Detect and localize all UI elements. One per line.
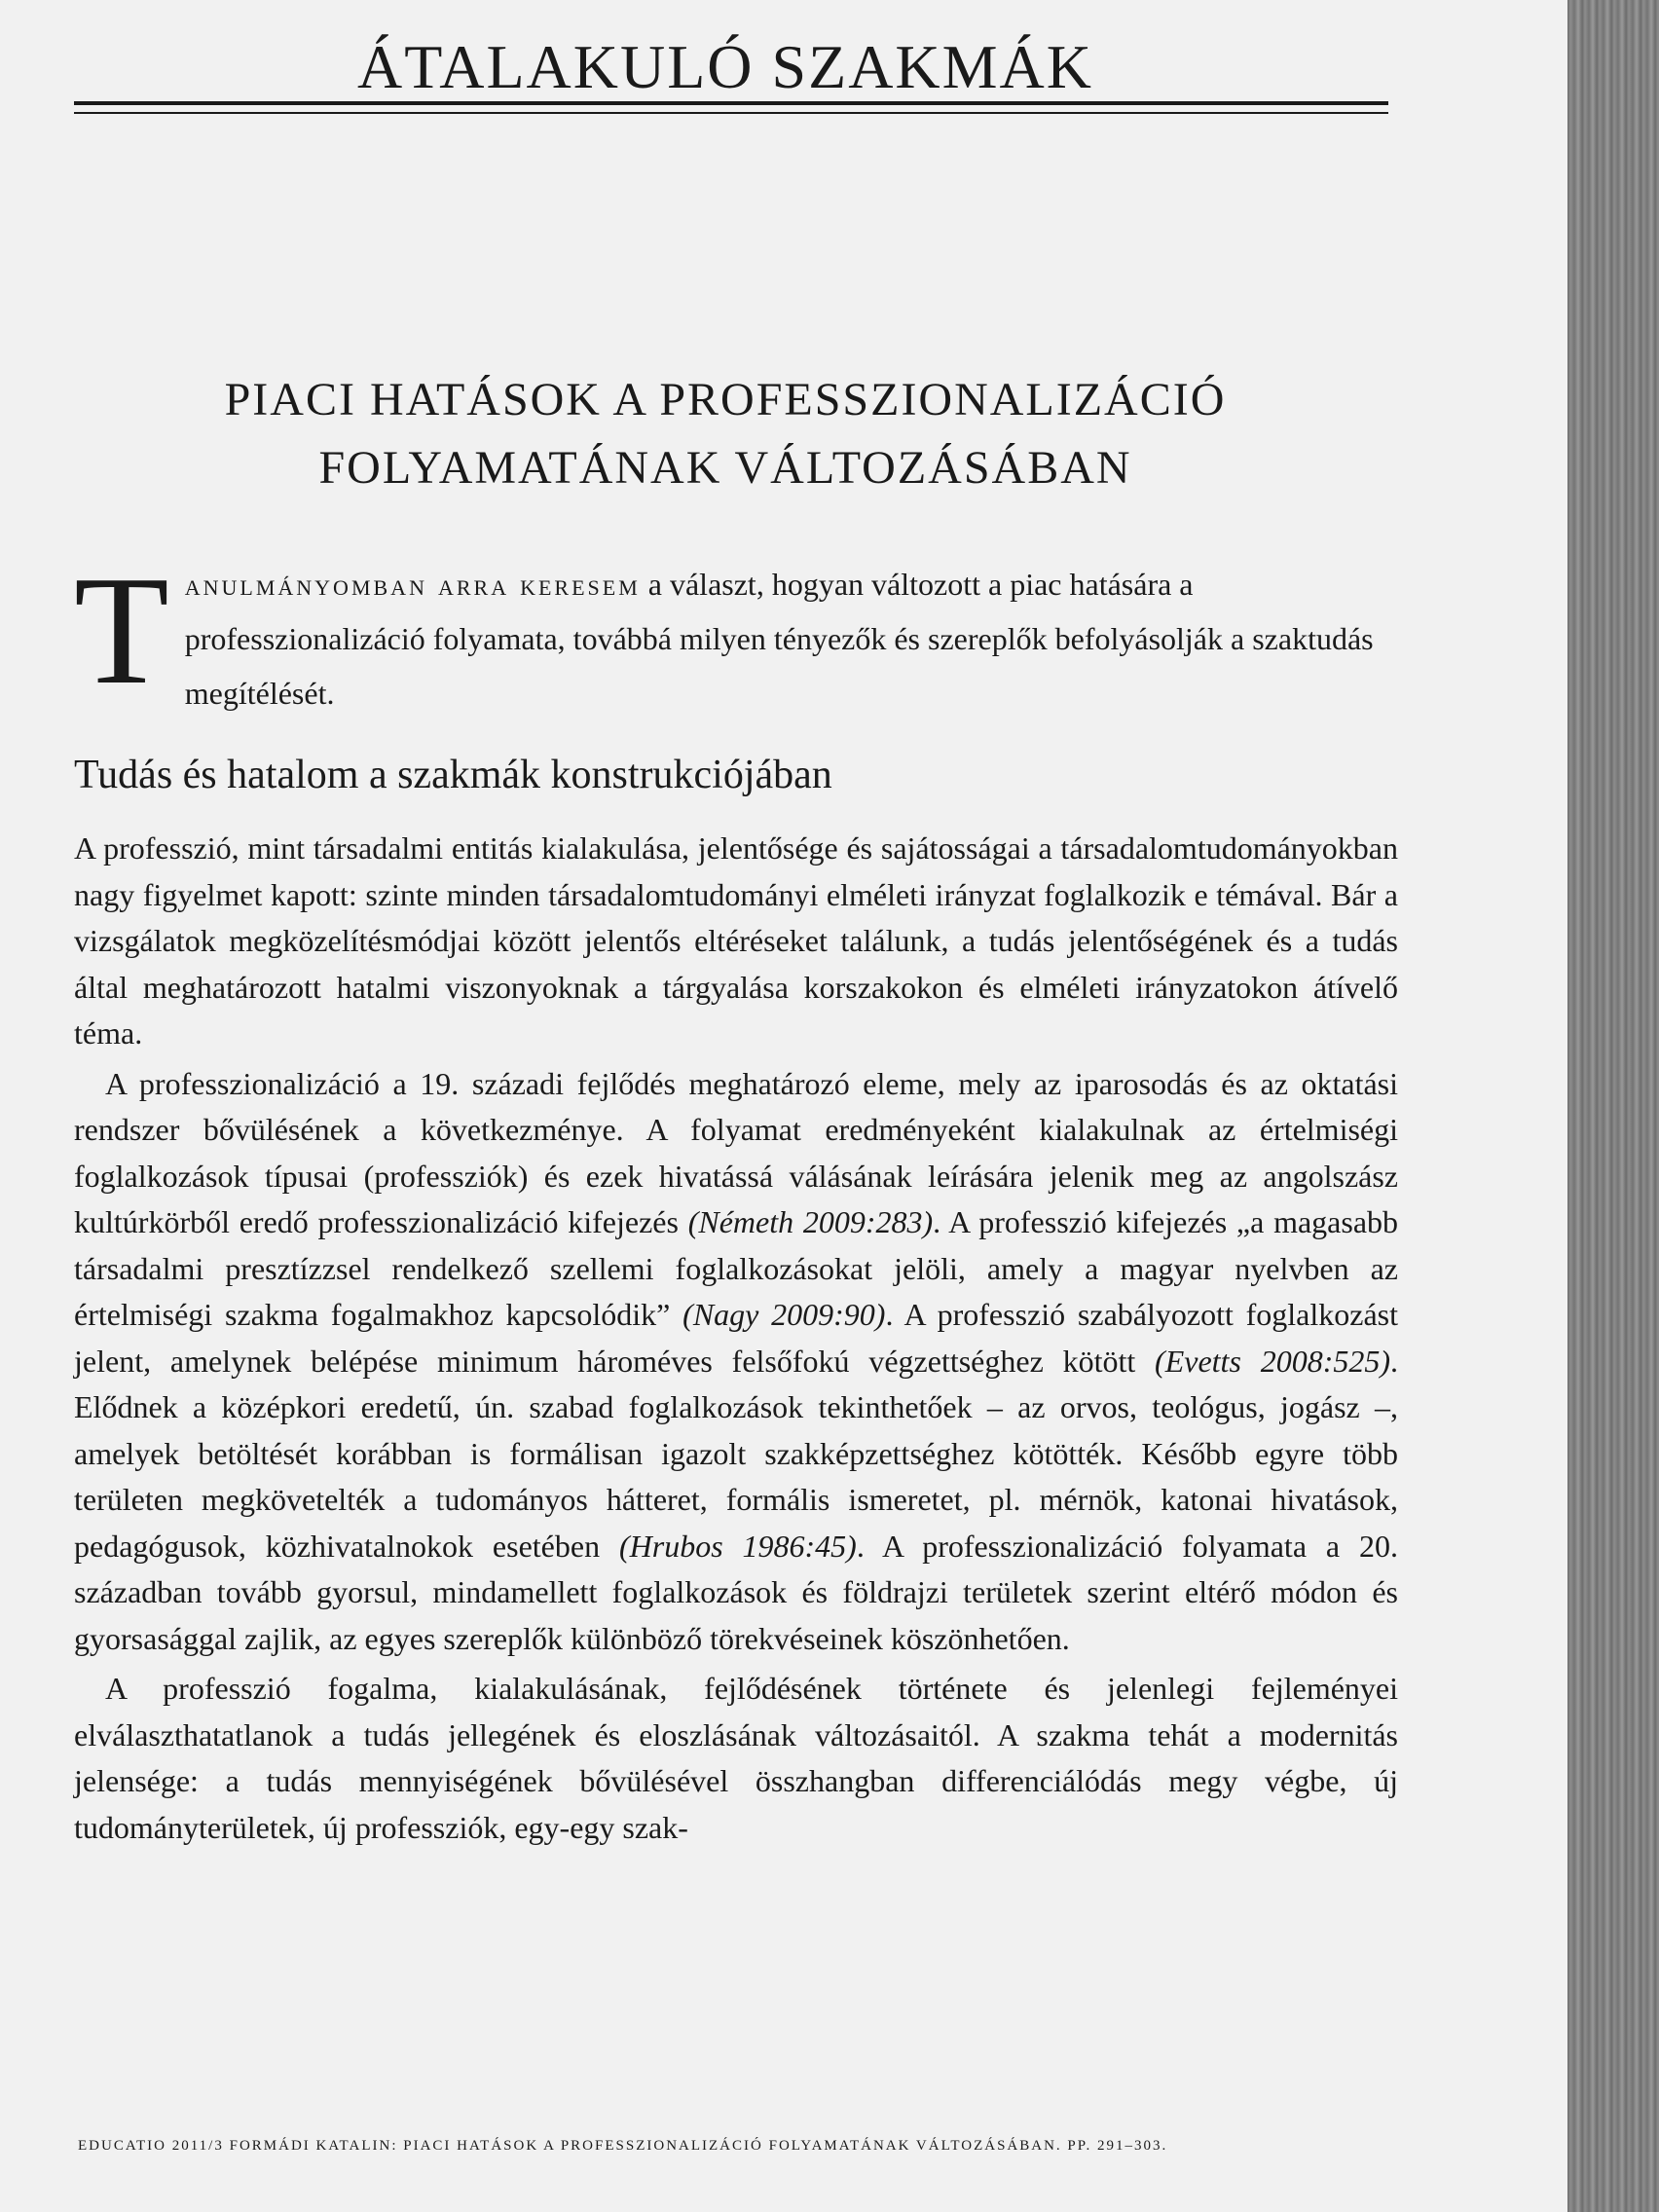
footer-citation: EDUCATIO 2011/3 FORMÁDI KATALIN: PIACI HATÁSOK A PROFESSZIONALIZÁCIÓ FOLYAMATÁNAK VÁLTOZÁSÁBAN. PP. 291–303. [78, 2138, 1168, 2154]
header-rule-thin [74, 112, 1388, 114]
header-rule-thick [74, 101, 1388, 105]
citation: (Nagy 2009:90) [682, 1297, 886, 1332]
citation: (Hrubos 1986:45) [618, 1528, 857, 1564]
book-binding-edge [1567, 0, 1659, 2212]
paragraph-2-text: . A professzió szabályozott foglalkozást jelent, amelynek belépése minimum hároméves felsőfokú végzettséghez kötött [74, 1297, 1399, 1379]
intro-lead: anulmányomban arra keresem [184, 567, 641, 602]
paragraph-1: A professzió, mint társadalmi entitás kialakulása, jelentősége és sajátosságai a társadalomtudományokban nagy figyelmet kapott: szinte minden társadalomtudományi elméleti irányzat foglalkozik e témával. Bár a vizsgálatok megközelítésmódjai között jelentős eltéréseket találunk, a tudás jelentőségének és a tudás által meghatározott hatalmi viszonyoknak a tárgyalása korszakokon és elméleti irányzatokon átívelő téma. [74, 830, 1398, 1051]
paragraph-2-text: . Elődnek a középkori eredetű, ún. szabad foglalkozások tekinthetőek – az orvos, teológus, jogász –, amelyek betöltését korábban is formálisan igazolt szakképzettséghez kötötték. Később egyre több területen megkövetelték a tudományos hátteret, formális ismeretet, pl. mérnök, katonai hivatások, pedagógusok, közhivatalnokok esetében [74, 1343, 1398, 1564]
article-title-line-2: FOLYAMATÁNAK VÁLTOZÁSÁBAN [318, 442, 1132, 494]
paragraph-2-text: . A professzió kifejezés „a magasabb társadalmi presztízzsel rendelkező szellemi foglalkozásokat jelöli, amely a magyar nyelvben az értelmiségi szakma fogalmakhoz kapcsolódik” [74, 1204, 1399, 1332]
paragraph-2-text: . A professzionalizáció folyamata a 20. században tovább gyorsul, mindamellett foglalkozások és földrajzi területek szerint eltérő módon és gyorsasággal zajlik, az egyes szereplők különböző törekvéseinek köszönhetően. [74, 1528, 1399, 1656]
intro-paragraph [74, 543, 1398, 720]
drop-cap: T [74, 543, 169, 717]
article-title [0, 366, 1451, 502]
body-text [74, 826, 1398, 1851]
paragraph-3: A professzió fogalma, kialakulásának, fejlődésének története és jelenlegi fejleményei elválaszthatatlanok a tudás jellegének és eloszlásának változásaitól. A szakma tehát a modernitás jelensége: a tudás mennyiségének bővülésével összhangban differenciálódás megy végbe, új tudományterületek, új professziók, egy-egy szak- [74, 1671, 1398, 1845]
citation: (Evetts 2008:525) [1155, 1343, 1390, 1379]
citation: (Németh 2009:283) [687, 1204, 934, 1239]
running-header: ÁTALAKULÓ SZAKMÁK [357, 32, 1093, 101]
article-title-line-1: PIACI HATÁSOK A PROFESSZIONALIZÁCIÓ [224, 374, 1227, 425]
paragraph-2 [74, 1061, 1398, 1663]
paragraph-2-text: A professzionalizáció a 19. századi fejlődés meghatározó eleme, mely az iparosodás és az oktatási rendszer bővülésének a következménye. A folyamat eredményeként kialakulnak az értelmiségi foglalkozások típusai (professziók) és ezek hivatássá válásának leírására jelenik meg az angolszász kultúrkörből eredő professzionalizáció kifejezés [74, 1065, 1398, 1239]
section-heading: Tudás és hatalom a szakmák konstrukciójában [74, 753, 832, 797]
intro-text: a választ, hogyan változott a piac hatására a professzionalizáció folyamata, továbbá milyen tényezők és szereplők befolyásolják a szaktudás megítélését. [184, 567, 1374, 711]
